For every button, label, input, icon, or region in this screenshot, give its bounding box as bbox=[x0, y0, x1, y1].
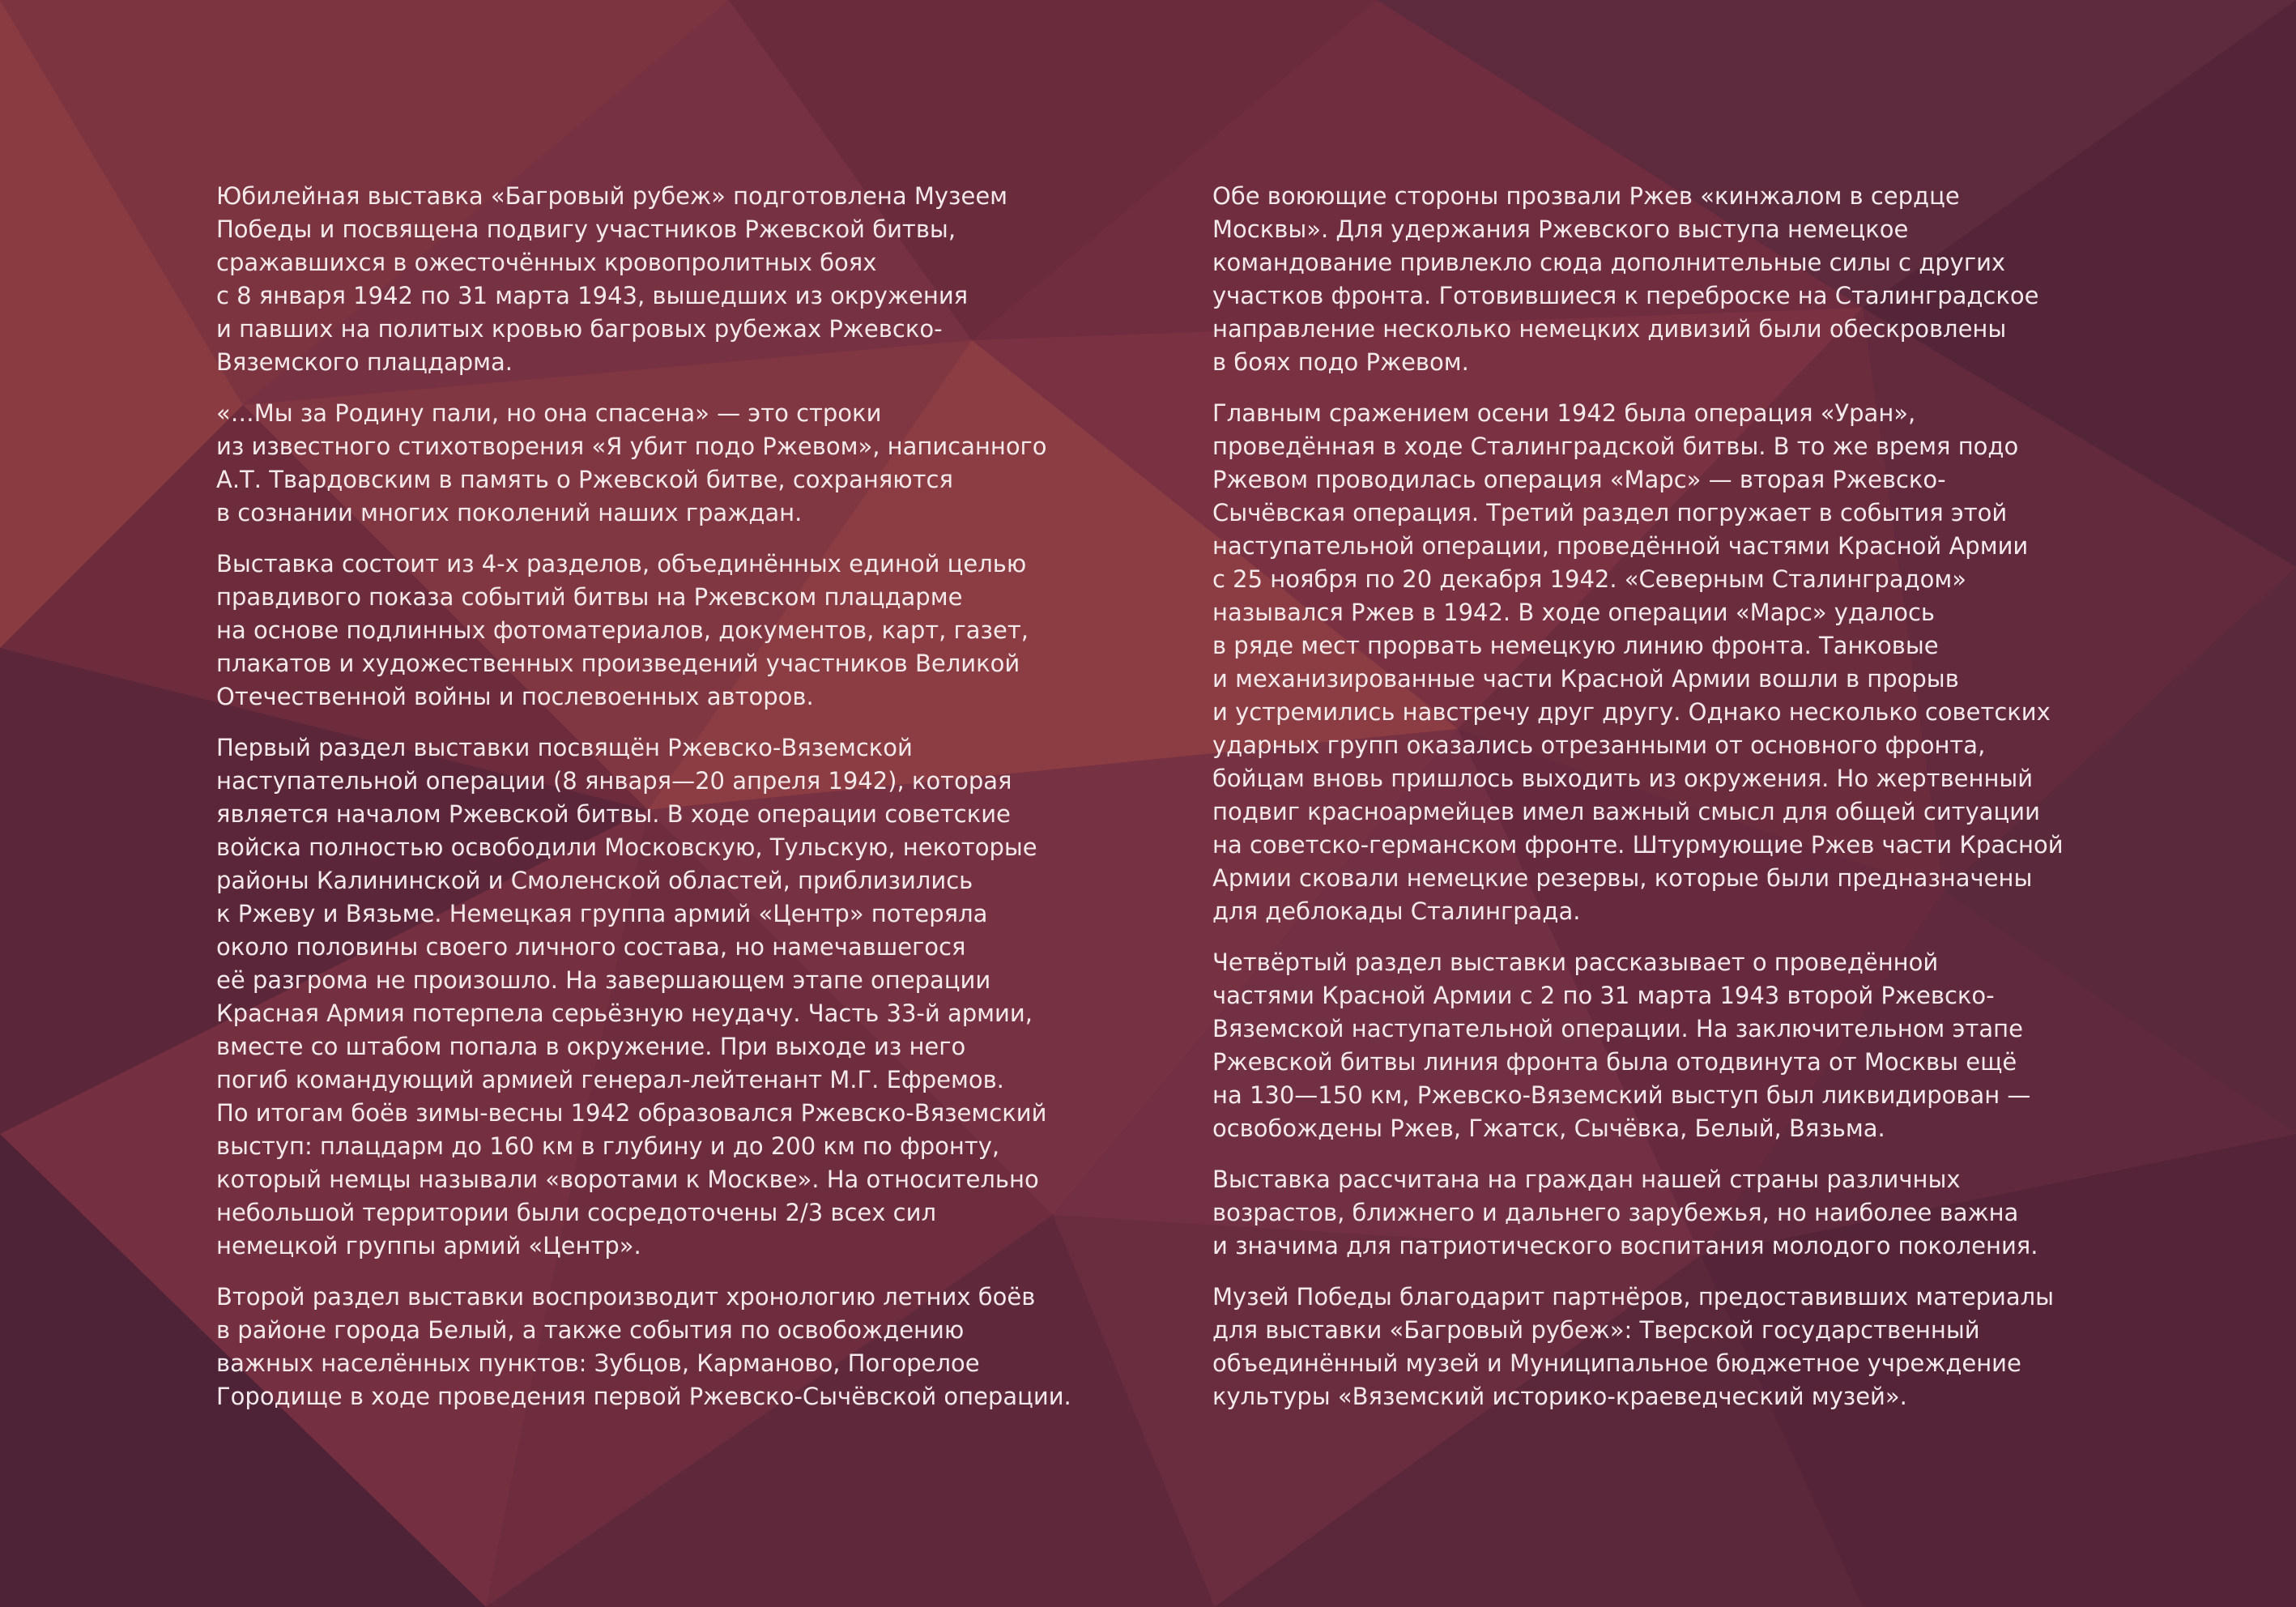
paragraph-section-3: Главным сражением осени 1942 была операция «Уран», проведённая в ходе Сталинградской битвы. В то же время подо Ржевом проводилась операция «Марс» — вторая Ржевско- Сычёвская операция. Третий раздел погружает в события этой наступательной операции, проведённой частями Красной Армии с 25 ноября по 20 декабря 1942. «Северным Сталинградом» назывался Ржев в 1942. В ходе операции «Марс» удалось в ряде мест прорвать немецкую линию фронта. Танковые и механизированные части Красной Армии вошли в прорыв и устремились навстречу друг другу. Однако несколько советских ударных групп оказались отрезанными от основного фронта, бойцам вновь пришлось выходить из окружения. Но жертвенный подвиг красноармейцев имел важный смысл для общей ситуации на советско-германском фронте. Штурмующие Ржев части Красной Армии сковали немецкие резервы, которые были предназначены для деблокады Сталинграда. bbox=[1212, 399, 2064, 925]
paragraph-audience: Выставка рассчитана на граждан нашей страны различных возрастов, ближнего и дальнего зарубежья, но наиболее важна и значима для патриотического воспитания молодого поколения. bbox=[1212, 1166, 2038, 1260]
paragraph-acknowledgements: Музей Победы благодарит партнёров, предоставивших материалы для выставки «Багровый рубеж»: Тверской государственный объединённый музей и Муниципальное бюджетное учреждение культуры «Вяземский историко-краеведческий музей». bbox=[1212, 1283, 2055, 1410]
paragraph-intro: Юбилейная выставка «Багровый рубеж» подготовлена Музеем Победы и посвящена подвигу участников Ржевской битвы, сражавшихся в ожесточённых кровопролитных боях с 8 января 1942 по 31 марта 1943, вышедших из окружения и павших на политых кровью багровых рубежах Ржевско- Вяземского плацдарма. bbox=[216, 182, 1008, 376]
paragraph-section-1: Первый раздел выставки посвящён Ржевско-Вяземской наступательной операции (8 января—20 апреля 1942), которая является началом Ржевской битвы. В ходе операции советские войска полностью освободили Московскую, Тульскую, некоторые районы Калининской и Смоленской областей, приблизились к Ржеву и Вязьме. Немецкая группа армий «Центр» потеряла около половины своего личного состава, но намечавшегося её разгрома не произошло. На завершающем этапе операции Красная Армия потерпела серьёзную неудачу. Часть 33-й армии, вместе со штабом попала в окружение. При выходе из него погиб командующий армией генерал-лейтенант М.Г. Ефремов. По итогам боёв зимы-весны 1942 образовался Ржевско-Вяземский выступ: плацдарм до 160 км в глубину и до 200 км по фронту, который немцы называли «воротами к Москве». На относительно небольшой территории были сосредоточены 2/3 всех сил немецкой группы армий «Центр». bbox=[216, 734, 1047, 1260]
paragraph-section-4: Четвёртый раздел выставки рассказывает о проведённой частями Красной Армии с 2 по 31 марта 1943 второй Ржевско- Вяземской наступательной операции. На заключительном этапе Ржевской битвы линия фронта была отодвинута от Москвы ещё на 130—150 км, Ржевско-Вяземский выступ был ликвидирован — освобождены Ржев, Гжатск, Сычёвка, Белый, Вязьма. bbox=[1212, 948, 2031, 1142]
paragraph-section-2: Второй раздел выставки воспроизводит хронологию летних боёв в районе города Белый, а также события по освобождению важных населённых пунктов: Зубцов, Карманово, Погорелое Городище в ходе проведения первой Ржевско-Сычёвской операции. bbox=[216, 1283, 1071, 1410]
right-text-column bbox=[1212, 180, 2095, 1431]
paragraph-structure: Выставка состоит из 4-х разделов, объединённых единой целью правдивого показа событий битвы на Ржевском плацдарме на основе подлинных фотоматериалов, документов, карт, газет, плакатов и художественных произведений участников Великой Отечественной войны и послевоенных авторов. bbox=[216, 550, 1029, 710]
paragraph-dagger: Обе воюющие стороны прозвали Ржев «кинжалом в сердце Москвы». Для удержания Ржевского выступа немецкое командование привлекло сюда дополнительные силы с других участков фронта. Готовившиеся к переброске на Сталинградское направление несколько немецких дивизий были обескровлены в боях подо Ржевом. bbox=[1212, 182, 2039, 376]
left-text-column bbox=[216, 180, 1099, 1431]
paragraph-poem-quote: «…Мы за Родину пали, но она спасена» — это строки из известного стихотворения «Я убит подо Ржевом», написанного А.Т. Твардовским в память о Ржевской битве, сохраняются в сознании многих поколений наших граждан. bbox=[216, 399, 1047, 526]
